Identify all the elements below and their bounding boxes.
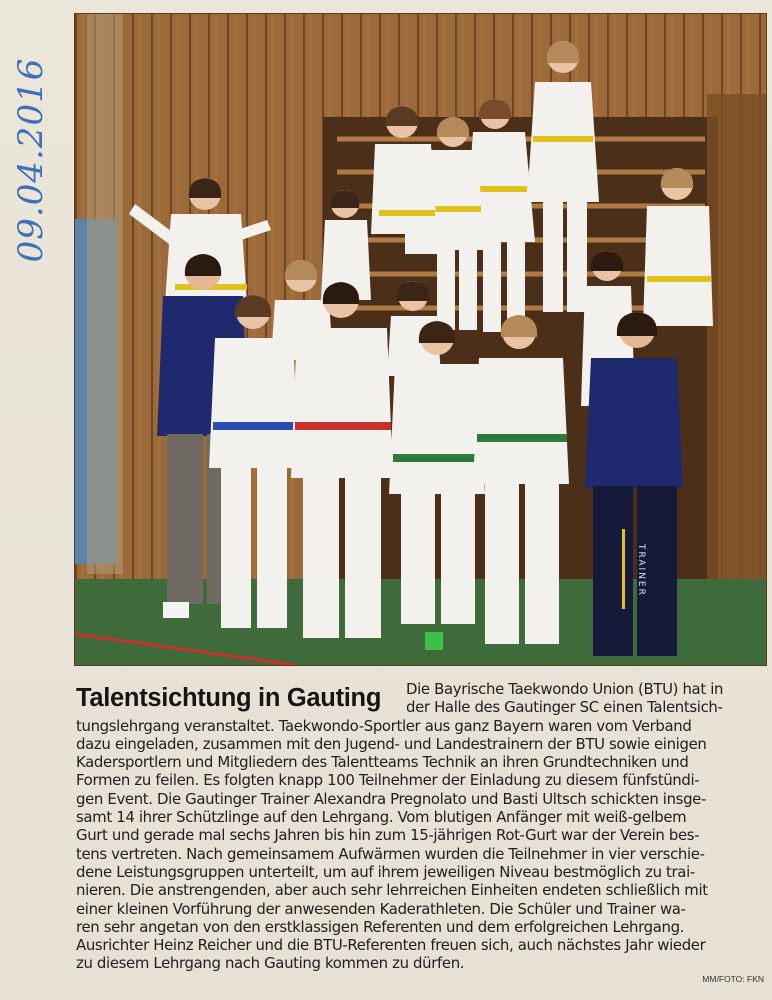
group-photo-illustration [75, 14, 766, 665]
article-line: samt 14 ihrer Schützlinge auf den Lehrgang. Vom blutigen Anfänger mit weiß-gelbem [76, 808, 687, 827]
article-line: einer kleinen Vorführung der anwesenden Kaderathleten. Die Schüler und Trainer wa- [76, 899, 686, 918]
group-photo [74, 13, 767, 666]
photo-credit: MM/FOTO: FKN [702, 974, 764, 984]
article-line: der Halle des Gautinger SC einen Talentsich- [406, 698, 723, 717]
article-body [76, 680, 768, 973]
article-line: Die Bayrische Taekwondo Union (BTU) hat in [406, 680, 724, 698]
article-line: tens vertreten. Nach gemeinsamem Aufwärmen wurden die Teilnehmer in vier verschie- [76, 844, 705, 863]
article-line: Gurt und gerade mal sechs Jahren bis hin zum 15-jährigen Rot-Gurt war der Verein bes- [76, 826, 700, 845]
door-frame [87, 14, 123, 574]
wall-shadow [707, 94, 766, 639]
article-line: tungslehrgang veranstaltet. Taekwondo-Sportler aus ganz Bayern waren vom Verband [76, 716, 692, 735]
article-headline: Talentsichtung in Gauting [76, 684, 382, 712]
article-line: Ausrichter Heinz Reicher und die BTU-Referenten freuen sich, auch nächstes Jahr wieder [76, 936, 706, 955]
article-line: Formen zu feilen. Es folgten knapp 100 Teilnehmer der Einladung zu diesem fünfstündi- [76, 771, 700, 790]
article-line: Kadersportlern und Mitgliedern des Talentteams Technik an ihren Grundtechniken und [76, 753, 689, 772]
trainer-jacket-text: TRAINER [636, 544, 646, 597]
article-line: dazu eingeladen, zusammen mit den Jugend- und Landestrainern der BTU sowie einigen [76, 734, 707, 753]
article-line: gen Event. Die Gautinger Trainer Alexandra Pregnolato und Basti Ultsch schickten insge- [76, 789, 707, 808]
handwritten-date-stamp [6, 57, 56, 263]
date-stamp-text: 09.04.2016 [11, 57, 51, 263]
article-line: ren sehr angetan von den erstklassigen Referenten und dem erfolgreichen Lehrgang. [76, 917, 685, 936]
article-line: nieren. Die anstrengenden, aber auch sehr lehrreichen Einheiten endeten schließlich mit [76, 881, 708, 900]
article-line: zu diesem Lehrgang nach Gauting kommen zu dürfen. [76, 954, 465, 973]
article-line: dene Leistungsgruppen unterteilt, um auf ihrem jeweiligen Niveau bestmöglich zu trai- [76, 862, 695, 881]
